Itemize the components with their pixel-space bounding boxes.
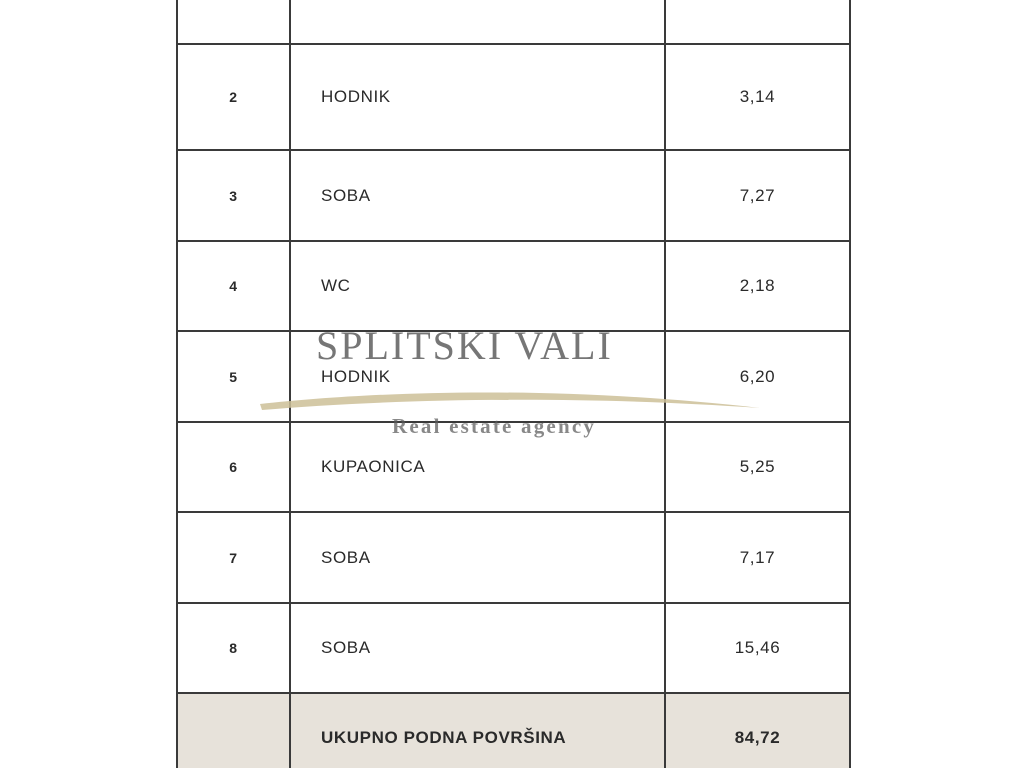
room-area: 6,20	[739, 366, 776, 386]
room-number	[178, 0, 291, 43]
room-area: 2,18	[739, 276, 776, 295]
room-area: 5,25	[739, 457, 776, 476]
room-area: 15,46	[734, 638, 781, 657]
room-area-table	[176, 0, 851, 768]
total-label: UKUPNO PODNA POVRŠINA	[291, 694, 666, 768]
total-row	[176, 694, 851, 768]
room-number: 5	[178, 332, 291, 421]
table-row	[176, 45, 851, 151]
room-name: SOBA	[291, 604, 666, 692]
watermark-subtitle: Real estate agency	[392, 414, 597, 438]
table-row	[176, 513, 851, 604]
watermark-title: SPLITSKI VALI	[316, 323, 613, 368]
room-number: 3	[178, 151, 291, 240]
room-name: HODNIK	[291, 332, 666, 421]
room-name	[291, 0, 666, 43]
room-name: SOBA	[291, 151, 666, 240]
room-number: 2	[178, 45, 291, 149]
room-area: 3,14	[739, 87, 776, 106]
room-area	[666, 0, 849, 43]
room-name: KUPAONICA	[291, 423, 666, 511]
total-number	[178, 694, 291, 768]
room-number: 4	[178, 242, 291, 330]
table-row	[176, 423, 851, 513]
total-area: 84,72	[734, 728, 781, 747]
table-row	[176, 151, 851, 242]
room-number: 8	[178, 604, 291, 692]
table-row	[176, 604, 851, 694]
room-name: HODNIK	[291, 45, 666, 149]
room-name: WC	[291, 242, 666, 330]
table-row	[176, 332, 851, 423]
table-row	[176, 242, 851, 332]
room-number: 6	[178, 423, 291, 511]
table-row	[176, 0, 851, 45]
room-area: 7,17	[739, 547, 776, 567]
room-name: SOBA	[291, 513, 666, 602]
room-area: 7,27	[739, 185, 776, 205]
room-number: 7	[178, 513, 291, 602]
